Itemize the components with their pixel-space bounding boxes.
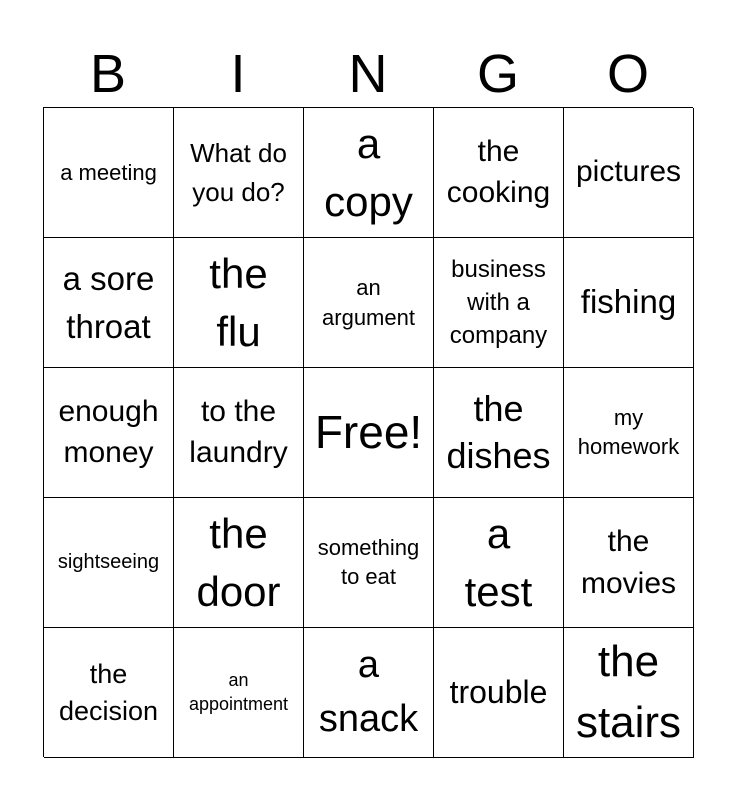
- bingo-cell[interactable]: [434, 498, 564, 628]
- bingo-cell[interactable]: [174, 238, 304, 368]
- cell-text: to the laundry: [189, 395, 288, 469]
- bingo-cell[interactable]: [304, 238, 434, 368]
- cell-text: the dishes: [446, 387, 551, 476]
- cell-text: a sore throat: [62, 259, 155, 345]
- cell-text: an argument: [322, 274, 415, 330]
- header-letter-i: I: [230, 44, 246, 104]
- bingo-cell[interactable]: [304, 108, 434, 238]
- cell-text: a copy: [324, 120, 413, 225]
- bingo-cell[interactable]: [434, 368, 564, 498]
- cell-text: trouble: [449, 674, 548, 711]
- cell-text: the movies: [580, 524, 677, 600]
- cell-text: fishing: [580, 283, 677, 321]
- cell-text: the flu: [209, 250, 268, 355]
- bingo-cell[interactable]: [44, 238, 174, 368]
- cell-text: a test: [464, 510, 533, 615]
- bingo-cell[interactable]: [174, 628, 304, 758]
- bingo-header: [43, 40, 693, 108]
- bingo-cell[interactable]: [304, 368, 434, 498]
- cell-text: business with a company: [449, 255, 548, 350]
- bingo-cell[interactable]: [44, 628, 174, 758]
- bingo-cell[interactable]: [44, 368, 174, 498]
- cell-text: the decision: [58, 659, 159, 726]
- bingo-cell[interactable]: [174, 368, 304, 498]
- bingo-cell[interactable]: [564, 108, 694, 238]
- bingo-cell[interactable]: [564, 368, 694, 498]
- cell-text: enough money: [58, 395, 159, 469]
- cell-text: What do you do?: [190, 137, 287, 207]
- cell-text: the door: [196, 510, 281, 615]
- cell-text: my homework: [577, 404, 680, 459]
- bingo-cell[interactable]: [174, 108, 304, 238]
- cell-text: an appointment: [188, 670, 289, 714]
- cell-text: pictures: [575, 155, 682, 189]
- cell-text: something to eat: [317, 534, 420, 589]
- cell-text: Free!: [314, 406, 423, 459]
- header-letter-g: G: [476, 44, 519, 104]
- header-letter-n: N: [348, 44, 388, 104]
- bingo-cell[interactable]: [304, 498, 434, 628]
- bingo-cell[interactable]: [174, 498, 304, 628]
- cell-text: the cooking: [446, 135, 551, 209]
- bingo-cell[interactable]: [44, 498, 174, 628]
- bingo-cell[interactable]: [434, 108, 564, 238]
- header-letter-b: B: [89, 44, 127, 104]
- bingo-cell[interactable]: [564, 238, 694, 368]
- cell-text: the stairs: [575, 636, 682, 747]
- bingo-cell[interactable]: [304, 628, 434, 758]
- bingo-board: [43, 107, 693, 757]
- bingo-cell[interactable]: [564, 628, 694, 758]
- bingo-cell[interactable]: [44, 108, 174, 238]
- bingo-cell[interactable]: [434, 238, 564, 368]
- bingo-cell[interactable]: [434, 628, 564, 758]
- header-letter-o: O: [606, 44, 649, 104]
- cell-text: a snack: [318, 644, 419, 740]
- cell-text: a meeting: [60, 159, 157, 185]
- bingo-cell[interactable]: [564, 498, 694, 628]
- cell-text: sightseeing: [57, 551, 160, 574]
